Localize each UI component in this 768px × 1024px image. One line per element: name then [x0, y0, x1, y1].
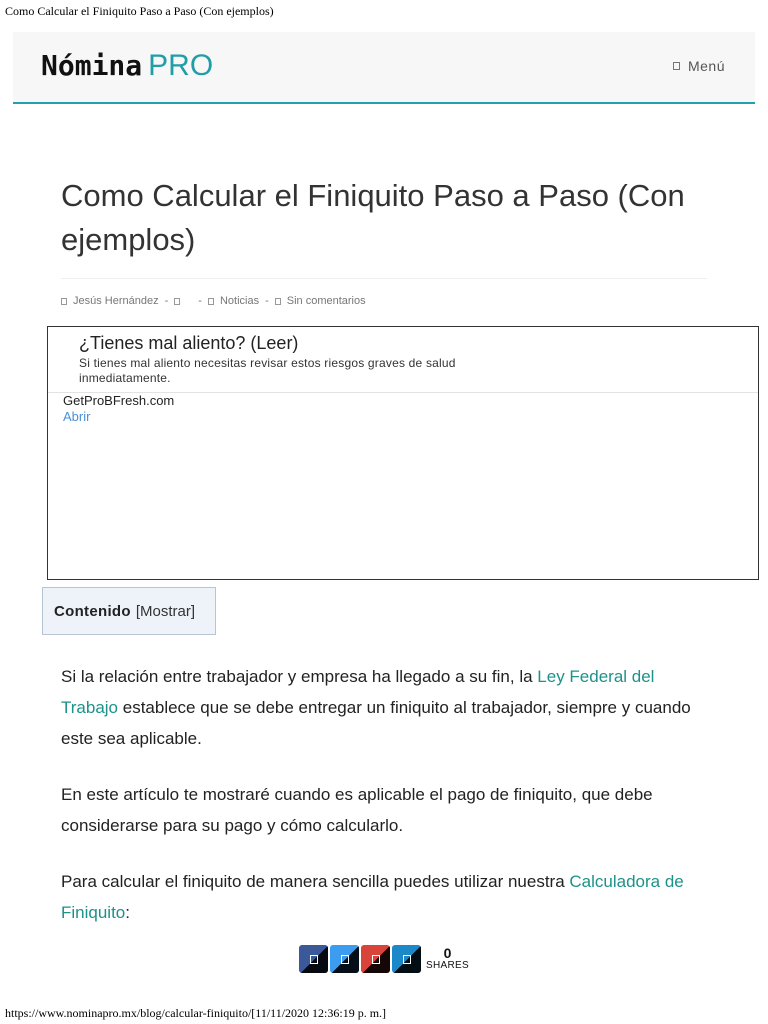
meta-separator: - [198, 295, 202, 307]
menu-button[interactable] [673, 58, 725, 74]
facebook-icon [310, 955, 318, 964]
paragraph-article-scope: En este artículo te mostraré cuando es aplicable el pago de finiquito, que debe considerarse para su pago y cómo calcularlo. [61, 785, 653, 835]
share-count-label: SHARES [426, 960, 469, 971]
linkedin-icon [403, 955, 411, 964]
paragraph-intro [61, 661, 711, 754]
print-page-title: Como Calcular el Finiquito Paso a Paso (Con ejemplos) [5, 4, 274, 18]
ad-open-link[interactable]: Abrir [63, 409, 91, 424]
print-page-url: https://www.nominapro.mx/blog/calcular-finiquito/[11/11/2020 12:36:19 p. m.] [5, 1006, 387, 1020]
menu-box-icon [673, 62, 680, 70]
meta-separator: - [265, 295, 269, 307]
toc-label: Contenido [54, 602, 131, 620]
title-divider [61, 278, 707, 279]
pinterest-share-button[interactable] [361, 945, 390, 973]
category-icon [208, 298, 214, 305]
twitter-icon [341, 955, 349, 964]
site-header [13, 32, 755, 104]
meta-separator: - [164, 295, 169, 307]
share-count-number: 0 [443, 945, 452, 961]
ad-headline[interactable]: ¿Tienes mal aliento? (Leer) [79, 333, 299, 353]
comments-icon [275, 298, 281, 305]
ad-banner[interactable] [47, 326, 759, 580]
ad-description: Si tienes mal aliento necesitas revisar estos riesgos graves de salud inmediatamente. [79, 356, 456, 385]
site-logo[interactable] [41, 50, 213, 82]
ley-federal-link[interactable]: Ley Federal del Trabajo [61, 667, 655, 717]
menu-label: Menú [687, 58, 725, 74]
paragraph-calculator [61, 866, 711, 928]
article-title: Como Calcular el Finiquito Paso a Paso (Con ejemplos) [61, 178, 685, 257]
date-icon [174, 298, 180, 305]
paragraph-text: Para calcular el finiquito de manera sencilla puedes utilizar nuestra [61, 872, 570, 891]
table-of-contents [42, 587, 216, 635]
author-icon [61, 298, 67, 305]
facebook-share-button[interactable] [299, 945, 328, 973]
share-count [426, 946, 469, 972]
toc-toggle-button[interactable]: [Mostrar] [135, 602, 196, 620]
comments-link[interactable]: Sin comentarios [286, 295, 366, 307]
paragraph-text: Si la relación entre trabajador y empresa ha llegado a su fin, la [61, 667, 538, 686]
paragraph-text: : [125, 903, 130, 922]
twitter-share-button[interactable] [330, 945, 359, 973]
logo-word-nomina: Nómina [41, 49, 143, 82]
ad-domain: GetProBFresh.com [63, 393, 175, 408]
linkedin-share-button[interactable] [392, 945, 421, 973]
calculadora-link[interactable]: Calculadora de Finiquito [61, 872, 684, 922]
author-link[interactable]: Jesús Hernández [73, 295, 159, 307]
category-link[interactable]: Noticias [219, 295, 260, 307]
logo-word-pro: PRO [148, 49, 214, 82]
article-body [61, 661, 711, 953]
pinterest-icon [372, 955, 380, 964]
paragraph-text: establece que se debe entregar un finiquito al trabajador, siempre y cuando este sea aplicable. [61, 698, 691, 748]
share-bar [299, 945, 469, 973]
article-meta [61, 295, 366, 307]
